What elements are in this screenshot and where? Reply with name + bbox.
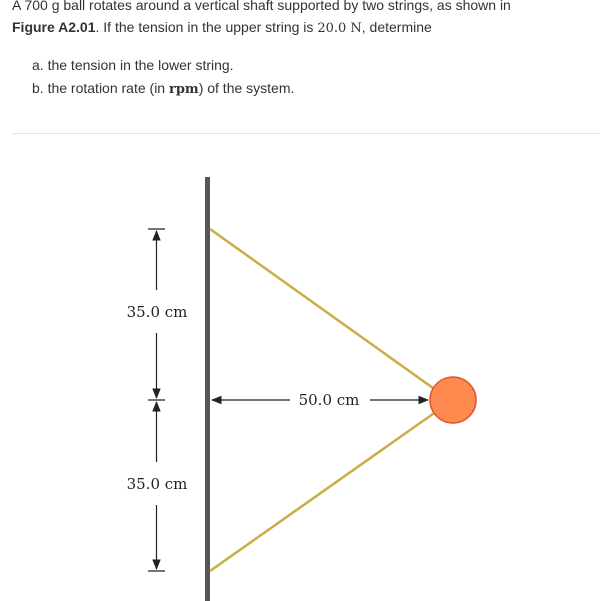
rotating-ball xyxy=(430,377,476,423)
intro-line-1: A 700 g ball rotates around a vertical shaft supported by two strings, as shown in xyxy=(12,0,511,13)
part-b-letter: b. xyxy=(32,80,44,96)
intro-line-2b: , determine xyxy=(361,19,432,35)
upper-height-label: 35.0 cm xyxy=(126,303,188,321)
part-a-text: the tension in the lower string. xyxy=(47,57,234,73)
part-b-text-after: ) of the system. xyxy=(198,80,295,96)
lower-string xyxy=(210,404,447,571)
upper-string xyxy=(210,229,447,398)
lower-height-label: 35.0 cm xyxy=(126,475,188,493)
part-a-letter: a. xyxy=(32,57,44,73)
part-b-unit: rpm xyxy=(168,82,199,97)
part-b-text-before: the rotation rate (in xyxy=(47,80,169,96)
intro-line-2a: . If the tension in the upper string is xyxy=(95,19,318,35)
tension-value: 20.0 N xyxy=(317,21,362,36)
vertical-shaft xyxy=(205,177,210,601)
radius-label: 50.0 cm xyxy=(298,391,360,409)
figure-reference[interactable]: Figure A2.01 xyxy=(12,19,96,35)
